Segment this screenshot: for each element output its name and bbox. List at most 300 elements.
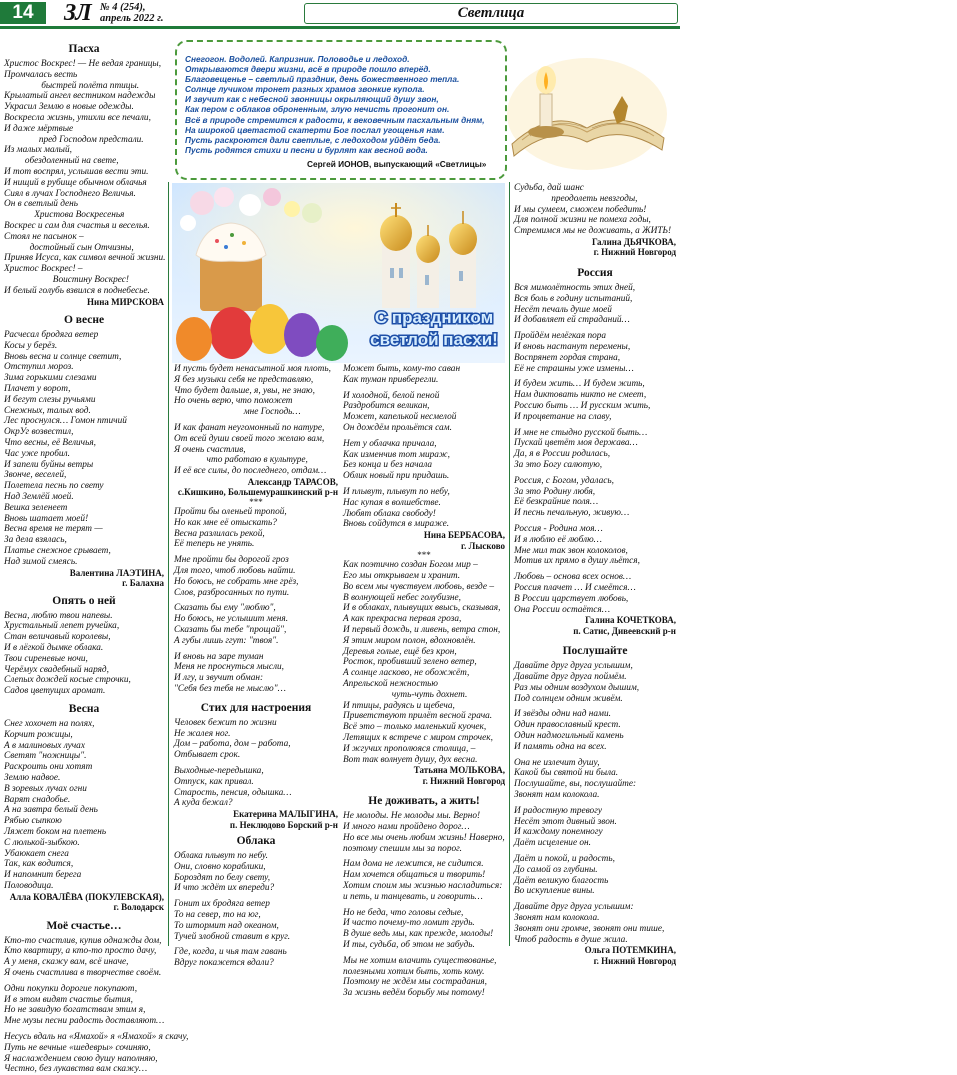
poem-line: На широкой цветастой скатерти Бог послал угощенья нам.: [185, 124, 445, 135]
poem-line: Ляжет боком на плетень: [4, 826, 107, 837]
poem-line: И добавляет ей страданий…: [514, 315, 630, 326]
poem-line: быстрей полёта птицы.: [4, 80, 140, 91]
poem-line: Не молоды. Не молоды мы. Верно!: [343, 811, 481, 822]
poem-line: Вновь шатает моей!: [4, 513, 89, 524]
poem-place: п. Неклюдово Борский р-н: [229, 819, 338, 830]
poem-line: преодолеть невзгоды,: [514, 193, 638, 204]
poem-line: И лгу, и звучит обман:: [174, 673, 264, 684]
poem-line: Косы у берёз.: [4, 340, 58, 351]
featured-poem-text: [185, 54, 505, 155]
poem-line: Для полной жизни не помеха годы,: [514, 215, 651, 226]
poem-place: г. Нижний Новгород: [593, 955, 676, 966]
poem-line: Сиял в лучах Господнего Величья.: [4, 188, 136, 199]
poem-line: И тот воспрял, услышав вести эти.: [4, 166, 149, 177]
poem-line: Меня не проснуться мысли,: [174, 662, 284, 673]
poem-line: Он дождём прольётся сам.: [343, 422, 452, 433]
poem-line: Пускай цветёт моя держава…: [514, 438, 638, 449]
poem-author: Галина ДЬЯЧКОВА,: [592, 236, 676, 247]
poem-body: [514, 283, 676, 615]
poem-line: И как фанат неугомонный по натуре,: [174, 422, 325, 433]
poem-line: Из малых малый,: [4, 145, 72, 156]
poem-line: И каждому понемногу: [514, 827, 603, 838]
candle-book-illustration: [657, 42, 957, 192]
poem-line: Я без музыки себя не представляю,: [174, 374, 314, 385]
poem-line: Полетела песнь по свету: [4, 481, 104, 492]
poem-line: Вновь весна и солнце светит,: [4, 351, 122, 362]
poem-line: Раз мы одним воздухом дышим,: [514, 682, 640, 693]
poem-line: И напомнит берега: [4, 870, 82, 881]
poem-line: Для того, чтоб любовь найти.: [174, 565, 296, 576]
poem-line: И память одна на всех.: [514, 741, 607, 752]
poem-line: Послушайте, вы, послушайте:: [514, 779, 637, 790]
poem-line: "Себя без тебя не мыслю"…: [174, 683, 286, 694]
poem-line: Пройдём нелёгкая пора: [514, 331, 607, 342]
poem-author: Валентина ЛАЭТИНА,: [69, 567, 164, 578]
poem-line: От всей души своей того желаю вам,: [174, 433, 325, 444]
poem-line: Во всем мы чувствуем любовь, везде –: [343, 581, 494, 592]
poem-place: г. Нижний Новгород: [422, 775, 505, 786]
poem-line: Но очень верю, что поможет: [174, 396, 293, 407]
poem-line: Воистину Воскрес!: [4, 274, 130, 285]
poem-line: Отпуск, как привал.: [174, 776, 254, 787]
book-candle-icon: [502, 36, 672, 176]
poem-title: Опять о ней: [52, 594, 116, 607]
poem-line: Воскресла жизнь, утихли все печали,: [4, 112, 151, 123]
poem-line: Раздробится великан,: [343, 401, 430, 412]
poem-line: Россия плачет … И смеётся…: [514, 582, 636, 593]
poem-line: Благовещенье – светлый праздник, день божественного тепла.: [185, 74, 460, 85]
poem-line: Старость, пенсия, одышка…: [174, 787, 292, 798]
poem-line: Светят "ножницы".: [4, 751, 87, 762]
poem-line: Выходные-передышка,: [174, 765, 264, 776]
poem-line: Зима горькими слезами: [4, 373, 97, 384]
poem-line: полезными хотим быть, хоть кому.: [343, 966, 485, 977]
banner-line1: С праздником: [374, 308, 494, 327]
poem-line: Нам дома не лежится, не сидится.: [343, 859, 484, 870]
poem-line: Я очень счастлив,: [174, 444, 246, 455]
poem-line: Расчесал бродяга ветер: [4, 330, 99, 341]
poem-line: И пусть будет ненасытной моя плоть,: [174, 364, 331, 374]
poem-line: Любовь – основа всех основ…: [514, 572, 632, 583]
poem-line: Черёмух свадебный наряд,: [4, 664, 109, 675]
poem-line: мне Господь…: [174, 407, 301, 418]
poem-line: И будем жить… И будем жить,: [514, 379, 645, 390]
poem-body: [4, 611, 164, 697]
poem-body: [4, 330, 164, 568]
poem-line: Крылатый ангел вестником надежды: [4, 91, 156, 102]
middle-column-1: [174, 364, 338, 969]
poem-line: Может быть, кому-то саван: [343, 364, 461, 374]
poem-line: То на север, то на юг,: [174, 910, 261, 921]
poem-line: Нам диктовать никто не смеет,: [514, 390, 647, 401]
poem-line: Давайте друг друга услышим:: [514, 902, 634, 913]
poem-line: Во искупление вины.: [514, 886, 595, 897]
poem-line: Половодица.: [4, 880, 54, 891]
poem-line: Звонче, веселей,: [4, 470, 67, 481]
poem-line: Честно, без лукавства вам скажу…: [4, 1064, 148, 1075]
poem-line: Чтоб радость в душе жила.: [514, 934, 628, 945]
poem-line: И вновь на заре туман: [174, 651, 264, 662]
poem-line: И нищий в рубище обычном облачья: [4, 177, 147, 188]
poem-place: г. Нижний Новгород: [593, 247, 676, 258]
poem-title: Россия: [577, 266, 613, 279]
poem-line: Всё в природе стремится к радости, к вековечным пасхальным дням,: [185, 114, 485, 125]
page-number: 14: [0, 2, 46, 24]
poem-line: Снегогон. Водолей. Капризник. Половодье и ледоход.: [185, 54, 410, 64]
poem-line: Дом – работа, дом – работа,: [174, 739, 291, 750]
poem-line: И мы сумеем, сможем победить!: [514, 204, 647, 215]
poem-line: Мне музы песни радость доставляют…: [4, 1016, 165, 1027]
poem-line: Россия - Родина моя…: [514, 523, 603, 534]
poem-line: Украсил Землю в новые одежды.: [4, 102, 134, 113]
poem-line: И холодной, белой пеной: [343, 390, 440, 401]
poem-line: Сказать бы ему "люблю",: [174, 603, 276, 614]
poem-author: Екатерина МАЛЫГИНА,: [233, 809, 338, 820]
poem-author: Александр ТАРАСОВ,: [247, 476, 338, 487]
poem-line: Весна разлилась рекой,: [174, 528, 265, 539]
poem-author: Татьяна МОЛЬКОВА,: [413, 765, 505, 776]
poem-line: Апрельской нежностью: [343, 678, 438, 689]
poem-line: Деревья голые, ещё без крон,: [343, 646, 457, 657]
poem-line: Платье снежное срывает,: [4, 545, 111, 556]
poem-line: Всё это – только маленький куочек,: [343, 722, 487, 733]
issue-info: [100, 2, 164, 24]
poem-title: О весне: [63, 314, 105, 327]
poem-title: Пасха: [68, 43, 100, 55]
poem-line: Но все мы очень любим жизнь! Наверно,: [343, 832, 505, 843]
poem-line: Один надмогильный камень: [514, 731, 624, 742]
poem-line: Землю надвое.: [4, 772, 61, 783]
poem-line: поэтому спешим мы за порог.: [343, 843, 462, 854]
poem-line: Путь не вечные «шедевры» сочиняю,: [4, 1042, 151, 1053]
poem-line: Я очень счастлива в творчестве своём.: [4, 968, 162, 979]
poem-line: За жизнь ведём борьбу мы потому!: [343, 988, 485, 999]
poem-title: Послушайте: [562, 645, 628, 658]
poem-line: И в облаках, плывущих ввысь, сказывая,: [343, 603, 501, 614]
poem-line: Россия, с Богом, удалась,: [514, 475, 614, 486]
poem-line: Тучей злобной ставит в круг.: [174, 931, 291, 942]
poem-line: Вся боль в годину испытаний,: [514, 293, 633, 304]
poem-line: И вновь настанут перемены,: [514, 341, 631, 352]
poem-line: что работаю в культуре,: [174, 455, 308, 466]
poem-title: Моё счастье…: [46, 919, 122, 932]
poem-line: обездоленный на свете,: [4, 156, 119, 167]
poem-line: Звонят нам колокола.: [514, 790, 600, 801]
poem-line: Открываются двери жизни, всё в природе пошло вперёд.: [185, 64, 431, 75]
poem-line: Как изменчив тот мираж,: [343, 449, 450, 460]
poem-line: В волнующей небес голубизне,: [343, 592, 461, 603]
poem-line: Весна, люблю твои напевы.: [4, 610, 113, 621]
left-column: [4, 40, 189, 1075]
poem-author: Ольга ПОТЕМКИНА,: [584, 945, 676, 956]
issue-date: апрель 2022 г.: [100, 13, 164, 24]
poem-body: [343, 560, 505, 765]
poem-line: Пусть родятся стихи и песни и бурлят как весной вода.: [185, 144, 428, 155]
poem-line: И белый голубь взвился в поднебесье.: [4, 285, 150, 296]
poem-line: Росток, пробивший зелено ветер,: [343, 657, 477, 668]
poem-line: А куда бежал?: [174, 798, 233, 809]
right-column: [514, 183, 676, 966]
poem-line: Но не завидую богатствам этим я,: [4, 1005, 146, 1016]
poem-line: Стремимся мы не доживать, а ЖИТЬ!: [514, 226, 672, 237]
poem-line: Рябью сыпкою: [4, 816, 62, 827]
poem-body: [343, 811, 505, 999]
poem-line: Вешка зеленеет: [4, 502, 68, 513]
poem-line: И радостную тревогу: [514, 805, 602, 816]
poem-line: Без конца и без начала: [343, 460, 433, 471]
poem-line: Но боюсь, не собрать мне грёз,: [174, 576, 299, 587]
poem-body: [174, 851, 338, 969]
poem-line: Какой бы святой ни была.: [514, 768, 619, 779]
poem-line: Любят облака свободу!: [343, 508, 436, 519]
middle-column-2: [343, 364, 505, 999]
poem-line: Несёт печаль душе моей: [514, 304, 612, 315]
poem-line: Он в светлый день: [4, 199, 78, 210]
poem-line: Кто-то счастлив, купив однажды дом,: [4, 935, 162, 946]
poem-body: [343, 364, 505, 530]
poem-line: Где, когда, и чья там гавань: [174, 947, 287, 958]
poem-line: Снежных, талых вод.: [4, 405, 91, 416]
poem-line: Летящих к встрече с миром строчек,: [343, 732, 493, 743]
poem-line: Стан величавый королевы,: [4, 632, 111, 643]
poem-line: Как поэтично создан Богом мир –: [343, 560, 478, 571]
poem-line: Одни покупки дорогие покупают,: [4, 983, 138, 994]
poem-line: Под солнцем одним живём.: [514, 693, 623, 704]
poem-author: Галина КОЧЕТКОВА,: [585, 615, 676, 626]
poem-author: Нина МИРСКОВА: [87, 296, 164, 307]
poem-body: [174, 718, 338, 809]
poem-line: чуть-чуть дохнет.: [343, 689, 468, 700]
poem-line: Кто квартиру, а кто-то просто дачу,: [4, 946, 157, 957]
poem-title: Весна: [68, 702, 100, 715]
poem-line: Вдруг покажется вдали?: [174, 958, 274, 969]
poem-title: Облака: [236, 835, 276, 848]
poem-line: А на завтра белый день: [4, 805, 98, 816]
poem-line: Над Землёй моей.: [4, 491, 74, 502]
poem-line: То штормит над океаном,: [174, 920, 279, 931]
poem-line: А у меня, скажу вам, всё иначе,: [4, 957, 129, 968]
poem-line: Сказать бы тебе "прощай",: [174, 624, 287, 635]
separator-stars: ***: [417, 550, 431, 561]
poem-line: Солнце лучиком тронет разных храмов звонкие купола.: [185, 84, 425, 95]
poem-line: И в лёгкой дымке облака.: [4, 642, 104, 653]
poem-line: Я наслаждением свою душу наполняю,: [4, 1053, 158, 1064]
poem-line: С люлькой-зыбкою.: [4, 837, 80, 848]
poem-line: достойный сын Отчизны,: [4, 242, 134, 253]
poem-line: Воскрес и сам для счастья и веселья.: [4, 220, 150, 231]
poem-line: Они, словно кораблики,: [174, 861, 266, 872]
poem-title: Не доживать, а жить!: [368, 795, 480, 808]
poem-line: А как прекрасна первая гроза,: [343, 614, 462, 625]
poem-line: И даже мёртвые: [4, 123, 74, 134]
poem-line: И бегут слезы ручьями: [4, 394, 96, 405]
poem-line: А в малиновых лучах: [4, 740, 85, 751]
poem-line: Но как мне её отыскать?: [174, 517, 277, 528]
poem-line: А губы лишь ггут: "твоя".: [174, 635, 279, 646]
poem-line: А солнце ласково, не обожжёт,: [343, 668, 470, 679]
poem-line: Несусь вдаль на «Ямахой» я «Ямахой» я скачу,: [4, 1032, 189, 1043]
poem-line: Человек бежит по жизни: [174, 717, 277, 728]
easter-cake: [196, 223, 266, 311]
poem-line: ОкрУг возвестил,: [4, 427, 74, 438]
poem-line: И песнь печальную, живую…: [514, 508, 630, 519]
poem-line: Звонят они громче, звонят они тише,: [514, 923, 665, 934]
poem-line: И я люблю её люблю…: [514, 534, 602, 545]
poem-line: Даёт великую благость: [514, 875, 609, 886]
poem-line: В зоревых лучах огни: [4, 783, 87, 794]
banner-line2: светлой пасхи!: [370, 330, 498, 349]
poem-line: За это Богу салютую,: [514, 459, 603, 470]
poem-line: Что весны, её Величья,: [4, 438, 96, 448]
poem-line: Облик новый при придашь.: [343, 471, 450, 482]
issue-number: № 4 (254),: [100, 2, 146, 13]
poem-line: Слов, разбросанных по пути.: [174, 587, 290, 598]
poem-line: Поэтому не ждём мы сострадания,: [343, 977, 487, 988]
poem-line: И ты, судьба, об этом не забудь.: [343, 940, 475, 951]
featured-poem-box: [175, 40, 507, 180]
poem-author: Алла КОВАЛЁВА (ПОКУЛЕВСКАЯ),: [9, 891, 164, 902]
poem-line: Давайте друг друга услышим,: [514, 661, 633, 672]
poem-line: Вот так волнует душу, дух весна.: [343, 754, 478, 765]
poem-line: За это Родину любя,: [514, 486, 596, 497]
poem-line: Её теперь не унять.: [174, 539, 255, 550]
poem-place: п. Сатис, Дивеевский р-н: [573, 625, 676, 636]
poem-line: Христос Воскрес! — Не ведая границы,: [4, 59, 162, 69]
poem-line: Твои сиреневые ночи,: [4, 653, 88, 664]
poem-line: Корчит рожицы,: [4, 729, 73, 740]
poem-line: И что ждёт их впереди?: [174, 883, 275, 894]
separator-stars: ***: [249, 496, 263, 507]
poem-line: Да, я в России родилась,: [514, 449, 611, 460]
poem-line: Плачет у ворот,: [4, 384, 71, 395]
poem-line: Даёт исцеление он.: [514, 838, 591, 849]
poem-line: Приняв Исуса, как символ вечной жизни.: [4, 253, 166, 264]
poem-body: [174, 364, 338, 477]
poem-line: Снег хохочет на полях,: [4, 718, 95, 729]
poem-line: И плывут, плывут по небу,: [343, 486, 450, 497]
column-divider: [168, 182, 169, 946]
poem-line: Час уже пробил.: [4, 448, 70, 459]
poem-line: Один православный крест.: [514, 720, 621, 731]
poem-line: Её не страшны уже измены…: [514, 363, 634, 374]
poem-body: [514, 183, 676, 237]
poem-line: Её безкрайние поля…: [514, 497, 599, 508]
poem-line: Отступил мороз.: [4, 362, 74, 373]
poem-line: Облака плывут по небу.: [174, 851, 268, 862]
poem-place: г. Лысково: [461, 540, 505, 551]
poem-line: И процветание на славу,: [514, 411, 612, 422]
poem-line: За дела взялась,: [4, 535, 67, 546]
poem-line: И мне не стыдно русской быть…: [514, 427, 648, 438]
poem-line: И часто почему-то ломит грудь.: [343, 918, 475, 929]
poem-line: Садов цветущих аромат.: [4, 686, 106, 697]
poem-line: И её все силы, до последнего, отдам…: [174, 466, 327, 477]
poem-line: Раскроить они хотят: [4, 762, 93, 773]
poem-line: Убаюкает снега: [4, 848, 69, 859]
poem-line: Мне мил так звон колоколов,: [514, 545, 628, 556]
poem-line: Отбывает срок.: [174, 750, 241, 761]
poem-body: [4, 719, 164, 892]
poem-line: Хрустальный лепет ручейка,: [4, 621, 120, 632]
poem-line: Бороздят по белу свету,: [174, 872, 271, 883]
poem-line: Вся мимолётность этих дней,: [514, 282, 636, 293]
poem-line: И птицы, радуясь и щебеча,: [343, 700, 455, 711]
poem-line: Даёт и покой, и радость,: [514, 854, 615, 865]
column-divider: [509, 182, 510, 946]
poem-line: Вновь сойдутся в мираже.: [343, 519, 450, 530]
poem-line: Она России остаётся…: [514, 604, 610, 615]
poem-line: Мотив их прямо в душу льётся,: [514, 556, 640, 567]
poem-line: Пройти бы оленьей тропой,: [174, 506, 287, 517]
poem-line: И звучит как с небесной звонницы окрыляющий душу звон,: [185, 94, 439, 105]
poem-line: Нас купая в волшебстве.: [343, 497, 441, 508]
poem-line: Она не излечит душу,: [514, 757, 600, 768]
poem-line: Как туман привберегли.: [343, 374, 439, 385]
section-title: Светлица: [304, 3, 678, 24]
poem-line: В России царствует любовь,: [514, 593, 629, 604]
poem-line: И первый дождь, и ливень, ветра стон,: [343, 624, 501, 635]
poem-body: [174, 507, 338, 695]
poem-line: Его мы открываем и хранит.: [343, 570, 461, 581]
poem-line: До самой оз глубины.: [514, 864, 598, 875]
poem-line: Мы не хотим влачить существованье,: [343, 955, 497, 966]
poem-line: Стоял не пасынок –: [4, 231, 84, 242]
poem-line: Не жалея ног.: [174, 728, 231, 739]
poem-line: пред Господом предстали.: [4, 134, 144, 145]
poem-line: Пусть раскроются дали светлые, с ледоходом уйдёт беда.: [185, 134, 441, 145]
poem-body: [514, 661, 676, 945]
poem-line: Может, капелькой несмелой: [343, 412, 457, 423]
poem-line: Звонят нам колокола.: [514, 913, 600, 924]
poem-line: Лес проснулся… Гомон птичий: [4, 416, 127, 427]
poem-line: Но боюсь, не услышит меня.: [174, 614, 289, 625]
poem-line: Слепых дождей косые строчки,: [4, 675, 131, 686]
poem-line: Воспрянет гордая страна,: [514, 352, 621, 363]
poem-place: г. Балахна: [122, 578, 164, 589]
poem-line: Так, как водится,: [4, 859, 74, 870]
poem-line: Христова Воскресенья: [4, 210, 125, 221]
poem-line: Что будет дальше, я, увы, не знаю,: [174, 385, 315, 396]
poem-line: и петь, и танцевать, и говорить…: [343, 891, 483, 902]
poem-line: Над зимой смеясь.: [4, 556, 78, 567]
poem-line: В душе ведь мы, как прежде, молоды!: [343, 929, 494, 940]
poem-line: И запели буйны ветры: [4, 459, 94, 470]
poem-line: Хотим споим мы жизнью насладиться:: [343, 881, 503, 892]
poem-body: [4, 935, 189, 1075]
poem-line: Давайте друг друга поймём.: [514, 672, 627, 683]
poem-line: Варят снадобье.: [4, 794, 71, 805]
poem-line: Мне пройти бы дорогой гроз: [174, 555, 289, 566]
poem-line: И жгучих прополюяся столица, –: [343, 743, 476, 754]
page-header: [0, 0, 680, 26]
poem-line: И много нами пройдено дорог…: [343, 822, 470, 833]
newspaper-logo: ЗЛ: [64, 0, 91, 26]
poem-line: Как пером с облаков оброненным, злую нечисть прогонит он.: [185, 104, 450, 115]
poem-line: Я этим миром полон, вдохновлён.: [343, 635, 476, 646]
poem-line: Нет у облачка причала,: [343, 438, 437, 449]
poem-line: Несёт этот дивный звон.: [514, 816, 617, 827]
poem-place: г. Володарск: [113, 902, 164, 913]
poem-line: Нам хочется общаться и творить!: [343, 870, 486, 881]
poem-line: Судьба, дай шанс: [514, 183, 584, 193]
poem-line: И в этом видят счастье бытия,: [4, 994, 133, 1005]
poem-line: Весна время не терят —: [4, 524, 103, 535]
poem-body: [4, 59, 164, 297]
poem-line: Гонит их бродяга ветер: [174, 899, 270, 910]
easter-greeting-image: [172, 183, 505, 363]
poem-line: Но не беда, что головы седые,: [343, 907, 464, 918]
poem-place: с.Кишкино, Большемурашкинский р-н: [177, 487, 338, 498]
